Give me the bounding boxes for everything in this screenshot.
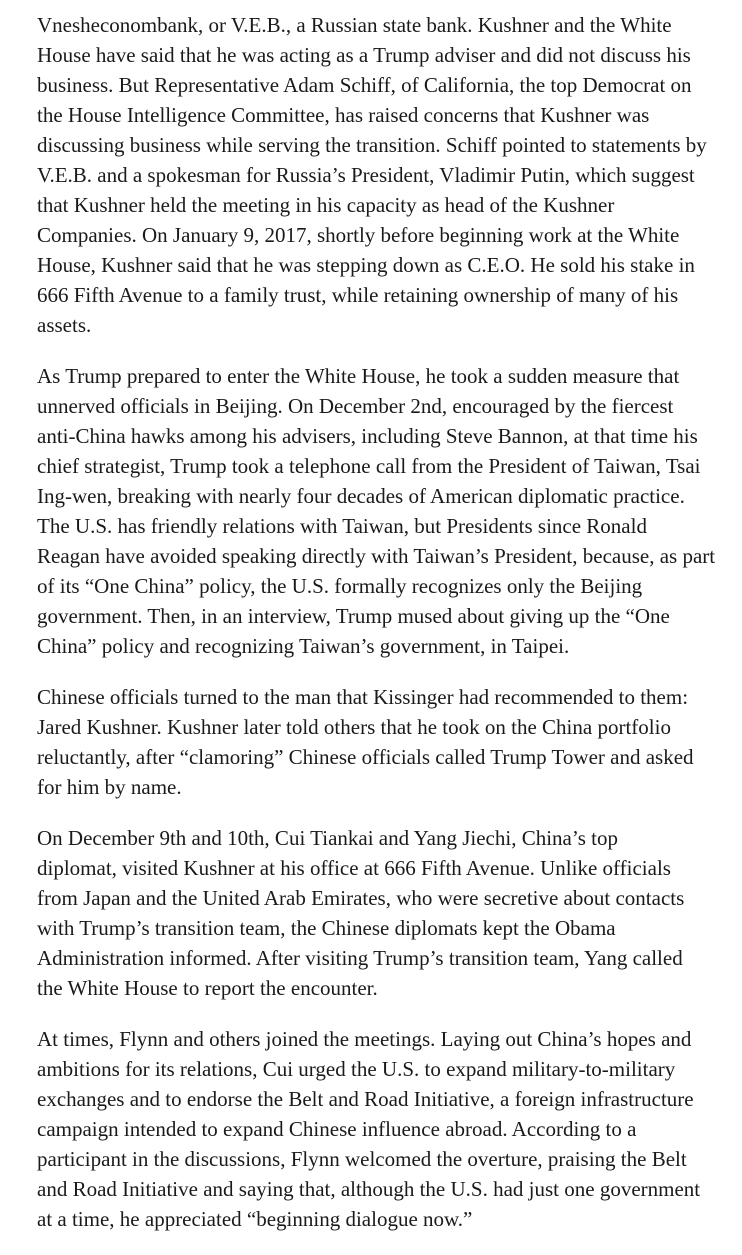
text-line: chief strategist, Trump took a telephone call from the President of Taiwan, Tsai (37, 454, 701, 478)
text-line: reluctantly, after “clamoring” Chinese officials called Trump Tower and asked (37, 745, 694, 769)
text-line: House have said that he was acting as a Trump adviser and did not discuss his (37, 43, 691, 67)
text-line: business. But Representative Adam Schiff, of California, the top Democrat on (37, 73, 692, 97)
text-line: Chinese officials turned to the man that Kissinger had recommended to them: (37, 685, 689, 709)
text-line: Companies. On January 9, 2017, shortly before beginning work at the White (37, 223, 680, 247)
text-line: House, Kushner said that he was stepping down as C.E.O. He sold his stake in (37, 253, 695, 277)
text-line: Reagan have avoided speaking directly with Taiwan’s President, because, as part (37, 544, 716, 568)
text-line: Administration informed. After visiting Trump’s transition team, Yang called (37, 946, 683, 970)
text-line: ambitions for its relations, Cui urged the U.S. to expand military-to-military (37, 1057, 676, 1081)
text-line: China” policy and recognizing Taiwan’s government, in Taipei. (37, 634, 570, 658)
text-line: at a time, he appreciated “beginning dialogue now.” (37, 1207, 473, 1231)
text-line: assets. (37, 313, 92, 337)
text-line: campaign intended to expand Chinese influence abroad. According to a (37, 1117, 637, 1141)
paragraph-4 (37, 823, 717, 1003)
text-line: exchanges and to endorse the Belt and Road Initiative, a foreign infrastructure (37, 1087, 694, 1111)
text-line: that Kushner held the meeting in his capacity as head of the Kushner (37, 193, 615, 217)
text-line: for him by name. (37, 775, 182, 799)
text-line: Jared Kushner. Kushner later told others that he took on the China portfolio (37, 715, 671, 739)
text-line: The U.S. has friendly relations with Taiwan, but Presidents since Ronald (37, 514, 647, 538)
text-line: On December 9th and 10th, Cui Tiankai and Yang Jiechi, China’s top (37, 826, 618, 850)
paragraph-2 (37, 361, 717, 661)
text-line: Ing-wen, breaking with nearly four decades of American diplomatic practice. (37, 484, 685, 508)
text-line: diplomat, visited Kushner at his office at 666 Fifth Avenue. Unlike officials (37, 856, 671, 880)
text-line: participant in the discussions, Flynn welcomed the overture, praising the Belt (37, 1147, 687, 1171)
text-line: unnerved officials in Beijing. On December 2nd, encouraged by the fiercest (37, 394, 674, 418)
text-line: government. Then, in an interview, Trump mused about giving up the “One (37, 604, 670, 628)
text-line: discussing business while serving the transition. Schiff pointed to statements by (37, 133, 707, 157)
text-line: the House Intelligence Committee, has raised concerns that Kushner was (37, 103, 650, 127)
text-line: of its “One China” policy, the U.S. formally recognizes only the Beijing (37, 574, 643, 598)
text-line: As Trump prepared to enter the White House, he took a sudden measure that (37, 364, 680, 388)
text-line: and Road Initiative and saying that, although the U.S. had just one government (37, 1177, 701, 1201)
text-line: V.E.B. and a spokesman for Russia’s President, Vladimir Putin, which suggest (37, 163, 695, 187)
text-line: 666 Fifth Avenue to a family trust, while retaining ownership of many of his (37, 283, 679, 307)
paragraph-3 (37, 682, 717, 802)
paragraph-5 (37, 1024, 717, 1234)
text-line: with Trump’s transition team, the Chinese diplomats kept the Obama (37, 916, 616, 940)
article-body (37, 10, 717, 1255)
paragraph-1 (37, 10, 717, 340)
text-line: anti-China hawks among his advisers, including Steve Bannon, at that time his (37, 424, 698, 448)
text-line: Vnesheconombank, or V.E.B., a Russian state bank. Kushner and the White (37, 13, 672, 37)
text-line: from Japan and the United Arab Emirates, who were secretive about contacts (37, 886, 685, 910)
text-line: the White House to report the encounter. (37, 976, 378, 1000)
text-line: At times, Flynn and others joined the meetings. Laying out China’s hopes and (37, 1027, 692, 1051)
